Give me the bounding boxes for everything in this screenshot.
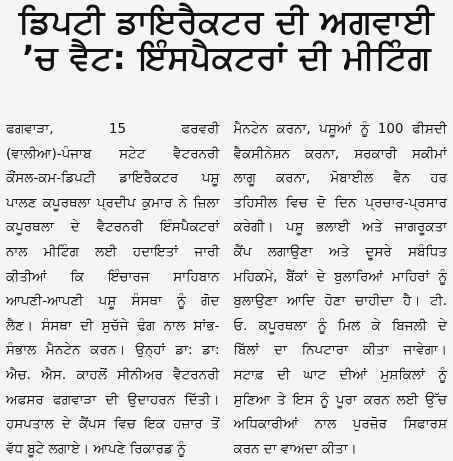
right-column-line: ਬੁਲਾਉਣਾ ਆਦਿ ਹੋਣਾ ਚਾਹੀਦਾ ਹੈ। ਟੀ.: [233, 293, 447, 310]
left-column-line: (ਵਾਲੀਆ)-ਪੰਜਾਬ ਸਟੇਟ ਵੈਟਰਨਰੀ: [6, 145, 220, 162]
headline-line-2: ’ਚ ਵੈਟ: ਇੰਸਪੈਕਟਰਾਂ ਦੀ ਮੀਟਿੰਗ: [22, 38, 431, 78]
headline-line-1: ਡਿਪਟੀ ਡਾਇਰੈਕਟਰ ਦੀ ਅਗਵਾਈ: [18, 2, 435, 41]
right-column-line: ਬਿੱਲਾਂ ਦਾ ਨਿਪਟਾਰਾ ਕੀਤਾ ਜਾਵੇਗਾ।: [233, 342, 447, 359]
left-column-line: ਕੌਂਸਲ-ਕਮ-ਡਿਪਟੀ ਡਾਇਰੈਕਟਰ ਪਸ਼ੂ: [6, 170, 220, 187]
right-column-line: ਸਟਾਫ਼ ਦੀ ਘਾਟ ਦੀਆਂ ਮੁਸ਼ਕਿਲਾਂ ਨੂੰ: [233, 366, 447, 383]
left-column-line: ਆਪਣੀ-ਆਪਣੀ ਪਸ਼ੂ ਸੰਸਥਾ ਨੂੰ ਗੋਦ: [6, 293, 220, 310]
right-column-line: ਕਰੇਗੀ। ਪਸ਼ੂ ਭਲਾਈ ਅਤੇ ਜਾਗਰੂਕਤਾ: [233, 219, 447, 236]
left-column-line: ਲੈਣ। ਸੰਸਥਾ ਦੀ ਸੁਚੱਜੇ ਢੰਗ ਨਾਲ ਸਾਂਭ-: [6, 317, 220, 334]
right-column-line: ਓ. ਕਪੂਰਥਲਾ ਨੂੰ ਮਿਲ ਕੇ ਬਿਜਲੀ ਦੇ: [233, 317, 447, 334]
left-column-line: ਨਾਲ ਮੀਟਿੰਗ ਲਈ ਹਦਾਇਤਾਂ ਜਾਰੀ: [6, 243, 220, 260]
right-column-line: ਸੁਣਿਆ ਤੇ ਇਸ ਨੂੰ ਪੂਰਾ ਕਰਨ ਲਈ ਉੱਚ: [233, 391, 447, 408]
right-column-line: ਲਾਗੂ ਕਰਨਾ, ਮੋਬਾਈਲ ਵੈਨ ਹਰ: [233, 170, 447, 187]
article-body: [6, 117, 447, 457]
left-column-line: ਕੀਤੀਆਂ ਕਿ ਇੰਚਾਰਜ ਸਾਹਿਬਾਨ: [6, 268, 220, 285]
right-column-line: ਮੈਨਟੇਨ ਕਰਨਾ, ਪਸ਼ੂਆਂ ਨੂੰ 100 ਫੀਸਦੀ: [233, 121, 447, 137]
left-column-line: ਫਗਵਾੜਾ, 15 ਫਰਵਰੀ: [6, 121, 220, 137]
left-column-line: ਸੰਭਾਲ ਮੈਨਟੇਨ ਕਰਨ। ਉਨ੍ਹਾਂ ਡਾ: ਡਾ:: [6, 342, 220, 359]
headline: [0, 0, 453, 77]
left-column-line: ਵੱਧ ਬੂਟੇ ਲਗਾਏ। ਆਪਣੇ ਰਿਕਾਰਡ ਨੂੰ: [6, 440, 186, 457]
left-column: [6, 117, 220, 457]
right-column-line: ਮਹਿਕਮੇ, ਬੈਂਕਾਂ ਦੇ ਬੁਲਾਰਿਆਂ ਮਾਹਿਰਾਂ ਨੂੰ: [233, 268, 447, 285]
right-column: [233, 117, 448, 457]
right-column-line: ਤਹਿਸੀਲ ਵਿਚ ਦੋ ਦਿਨ ਪ੍ਰਚਾਰ-ਪ੍ਰਸਾਰ: [233, 194, 447, 211]
left-column-line: ਹਸਪਤਾਲ ਦੇ ਕੈਂਪਸ ਵਿਚ ਇਕ ਹਜ਼ਾਰ ਤੋਂ: [6, 416, 220, 433]
left-column-line: ਅਫਸਰ ਫਗਵਾੜਾ ਦੀ ਉਦਾਹਰਨ ਦਿੱਤੀ।: [6, 391, 220, 408]
right-column-line: ਵੈਕਸੀਨੇਸ਼ਨ ਕਰਨਾ, ਸਰਕਾਰੀ ਸਕੀਮਾਂ: [233, 145, 447, 162]
left-column-line: ਐਚ. ਐਸ. ਕਾਹਲੋਂ ਸੀਨੀਅਰ ਵੈਟਰਨਰੀ: [6, 366, 220, 383]
right-column-line: ਕੈਂਪ ਲਗਾਉਣਾ ਅਤੇ ਦੂਸਰੇ ਸਬੰਧਿਤ: [233, 243, 447, 260]
left-column-line: ਪਾਲਣ ਕਪੂਰਥਲਾ ਪ੍ਰਦੀਪ ਕੁਮਾਰ ਨੇ ਜ਼ਿਲਾ: [6, 194, 220, 211]
right-column-line: ਅਧਿਕਾਰੀਆਂ ਨਾਲ ਪੁਰਜ਼ੋਰ ਸਿਫਾਰਸ਼: [233, 416, 447, 433]
left-column-line: ਕਪੂਰਥਲਾ ਦੇ ਵੈਟਰਨਰੀ ਇੰਸਪੈਕਟਰਾਂ: [6, 219, 220, 236]
right-column-line: ਕਰਨ ਦਾ ਵਾਅਦਾ ਕੀਤਾ।: [233, 440, 357, 457]
